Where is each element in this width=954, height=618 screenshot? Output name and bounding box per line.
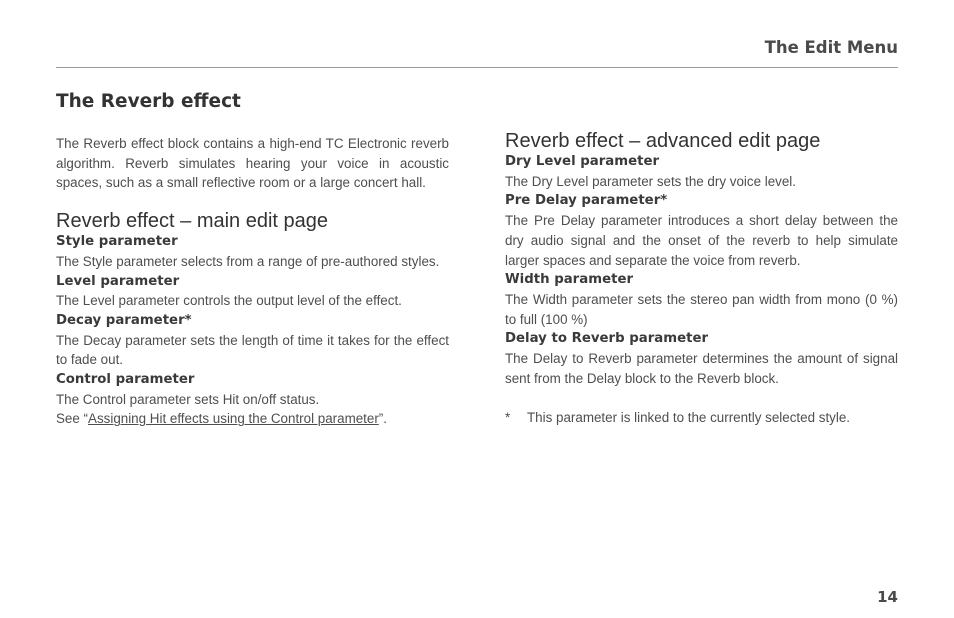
pre-delay-parameter-text: The Pre Delay parameter introduces a short delay between the dry audio signal and the onset of the reverb to help simulate larger spaces and separate the voice from reverb. (505, 213, 898, 268)
section-title: The Reverb effect (56, 91, 241, 112)
footnote (505, 408, 898, 428)
header-rule (56, 67, 898, 68)
see-suffix: ”. (378, 411, 387, 427)
decay-parameter-text: The Decay parameter sets the length of time it takes for the effect to fade out. (56, 332, 449, 368)
page-number: 14 (877, 588, 898, 606)
delay-to-reverb-parameter-title: Delay to Reverb parameter (505, 331, 709, 347)
assigning-hit-effects-link[interactable]: Assigning Hit effects using the Control parameter (88, 411, 379, 427)
control-parameter-text: The Control parameter sets Hit on/off status. (56, 391, 320, 407)
dry-level-parameter-title: Dry Level parameter (505, 154, 660, 169)
advanced-edit-page-title: Reverb effect – advanced edit page (505, 130, 821, 152)
running-header: The Edit Menu (764, 38, 898, 57)
see-reference (56, 409, 449, 429)
width-parameter-title: Width parameter (505, 272, 634, 288)
pre-delay-parameter-title: Pre Delay parameter* (505, 193, 668, 209)
style-parameter-text: The Style parameter selects from a range of pre-authored styles. (56, 253, 440, 269)
control-parameter-title: Control parameter (56, 372, 195, 388)
decay-parameter-title: Decay parameter* (56, 312, 192, 328)
left-column (56, 90, 449, 429)
level-parameter-title: Level parameter (56, 273, 180, 289)
footnote-marker: * (505, 410, 511, 426)
delay-to-reverb-parameter-text: The Delay to Reverb parameter determines the amount of signal sent from the Delay block to the Reverb block. (505, 351, 898, 386)
right-column (505, 130, 898, 428)
style-parameter-title: Style parameter (56, 234, 178, 250)
level-parameter-text: The Level parameter controls the output level of the effect. (56, 293, 402, 309)
footnote-text: This parameter is linked to the currently selected style. (527, 410, 851, 426)
intro-paragraph: The Reverb effect block contains a high-end TC Electronic reverb algorithm. Reverb simulates hearing your voice in acoustic spaces, such as a small reflective room or a large concert hall. (56, 136, 449, 191)
width-parameter-text: The Width parameter sets the stereo pan width from mono (0 %) to full (100 %) (505, 291, 898, 327)
main-edit-page-title: Reverb effect – main edit page (56, 210, 329, 233)
dry-level-parameter-text: The Dry Level parameter sets the dry voice level. (505, 173, 796, 189)
see-prefix: See “ (56, 411, 89, 427)
